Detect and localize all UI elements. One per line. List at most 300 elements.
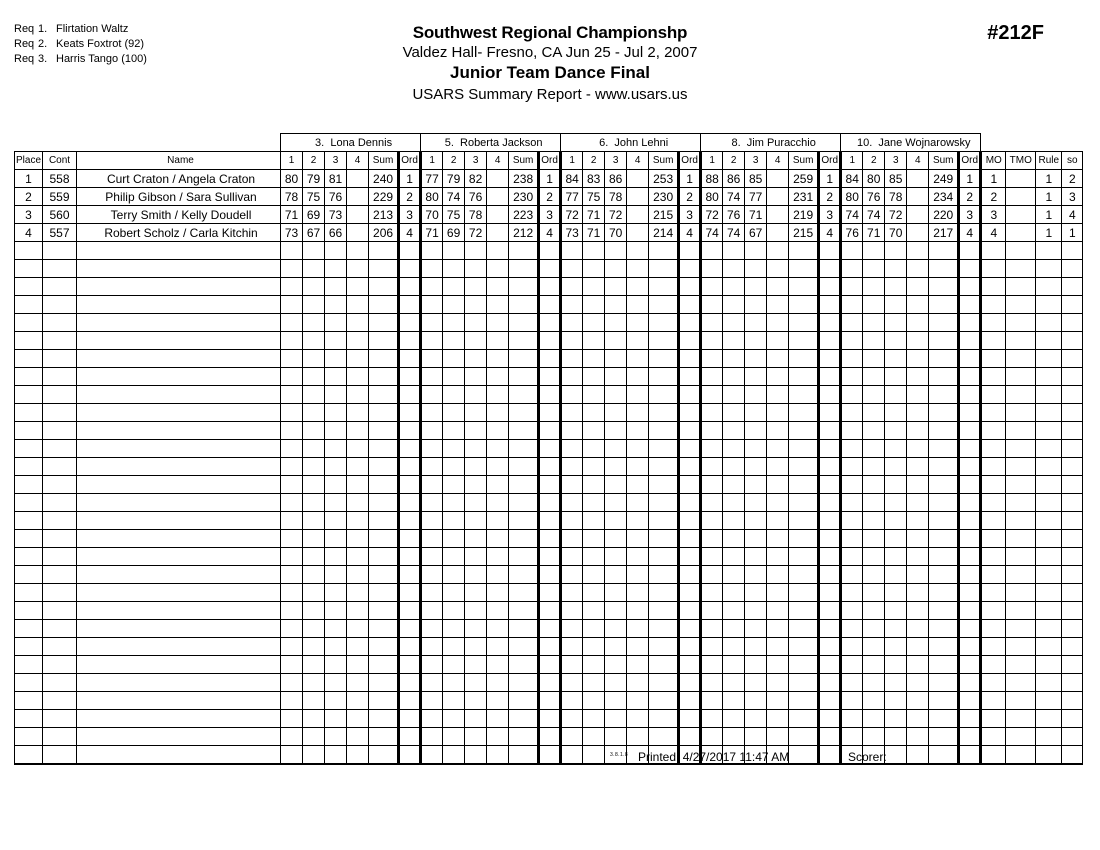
empty-cell xyxy=(583,566,605,584)
empty-cell xyxy=(303,242,325,260)
empty-cell xyxy=(281,512,303,530)
empty-cell xyxy=(1036,566,1062,584)
empty-cell xyxy=(509,602,539,620)
empty-cell xyxy=(605,638,627,656)
empty-cell xyxy=(369,386,399,404)
judge-column-header-4: 4 xyxy=(767,152,789,170)
empty-cell xyxy=(583,332,605,350)
empty-cell xyxy=(43,314,77,332)
empty-cell xyxy=(1036,530,1062,548)
empty-cell xyxy=(627,314,649,332)
empty-cell xyxy=(369,278,399,296)
empty-cell xyxy=(767,584,789,602)
empty-cell xyxy=(863,476,885,494)
table-row[interactable] xyxy=(15,188,1083,206)
empty-cell xyxy=(281,656,303,674)
empty-cell xyxy=(929,314,959,332)
empty-cell xyxy=(723,350,745,368)
empty-cell xyxy=(443,404,465,422)
empty-cell xyxy=(1062,476,1083,494)
empty-cell xyxy=(421,314,443,332)
empty-cell xyxy=(981,548,1006,566)
table-row-empty[interactable] xyxy=(15,494,1083,512)
empty-cell xyxy=(509,638,539,656)
empty-ordinal-cell xyxy=(539,386,561,404)
empty-cell xyxy=(325,602,347,620)
row-judge-score: 74 xyxy=(863,206,885,224)
empty-cell xyxy=(43,692,77,710)
empty-cell xyxy=(281,296,303,314)
row-judge-score xyxy=(767,188,789,206)
table-row-empty[interactable] xyxy=(15,242,1083,260)
empty-cell xyxy=(281,674,303,692)
empty-cell xyxy=(789,404,819,422)
table-row-empty[interactable] xyxy=(15,440,1083,458)
empty-cell xyxy=(929,638,959,656)
empty-cell xyxy=(885,674,907,692)
empty-ordinal-cell xyxy=(819,692,841,710)
row-judge-ordinal: 1 xyxy=(539,170,561,188)
empty-cell xyxy=(281,710,303,728)
judge-column-header-4: 4 xyxy=(487,152,509,170)
empty-ordinal-cell xyxy=(679,440,701,458)
empty-cell xyxy=(907,746,929,765)
table-body xyxy=(15,170,1083,765)
table-row-empty[interactable] xyxy=(15,620,1083,638)
empty-cell xyxy=(15,404,43,422)
empty-cell xyxy=(605,674,627,692)
empty-cell xyxy=(465,530,487,548)
empty-cell xyxy=(421,494,443,512)
empty-cell xyxy=(885,494,907,512)
row-judge-score: 72 xyxy=(885,206,907,224)
empty-cell xyxy=(907,314,929,332)
table-row-empty[interactable] xyxy=(15,314,1083,332)
empty-cell xyxy=(43,458,77,476)
table-row-empty[interactable] xyxy=(15,260,1083,278)
table-row-empty[interactable] xyxy=(15,746,1083,765)
row-contestant-number: 558 xyxy=(43,170,77,188)
empty-cell xyxy=(649,278,679,296)
empty-cell xyxy=(907,566,929,584)
empty-cell xyxy=(1036,728,1062,746)
row-judge-score xyxy=(767,224,789,242)
empty-cell xyxy=(281,422,303,440)
empty-cell xyxy=(981,332,1006,350)
empty-cell xyxy=(303,296,325,314)
empty-cell xyxy=(1006,674,1036,692)
empty-cell xyxy=(767,494,789,512)
empty-cell xyxy=(767,548,789,566)
empty-ordinal-cell xyxy=(679,296,701,314)
empty-cell xyxy=(723,674,745,692)
row-place: 1 xyxy=(15,170,43,188)
row-judge-score: 76 xyxy=(325,188,347,206)
empty-cell xyxy=(1006,620,1036,638)
empty-cell xyxy=(701,710,723,728)
table-row-empty[interactable] xyxy=(15,296,1083,314)
empty-cell xyxy=(841,656,863,674)
row-judge-sum: 238 xyxy=(509,170,539,188)
table-row-empty[interactable] xyxy=(15,404,1083,422)
row-tmo xyxy=(1006,206,1036,224)
empty-cell xyxy=(649,476,679,494)
empty-cell xyxy=(767,512,789,530)
empty-cell xyxy=(561,422,583,440)
table-row-empty[interactable] xyxy=(15,386,1083,404)
table-row-empty[interactable] xyxy=(15,584,1083,602)
empty-cell xyxy=(745,710,767,728)
row-judge-score: 76 xyxy=(863,188,885,206)
empty-cell xyxy=(561,638,583,656)
empty-cell xyxy=(767,566,789,584)
empty-ordinal-cell xyxy=(399,296,421,314)
row-judge-score: 84 xyxy=(561,170,583,188)
empty-cell xyxy=(325,440,347,458)
empty-cell xyxy=(907,548,929,566)
empty-cell xyxy=(509,620,539,638)
table-row-empty[interactable] xyxy=(15,548,1083,566)
empty-cell xyxy=(281,278,303,296)
empty-ordinal-cell xyxy=(819,494,841,512)
empty-cell xyxy=(929,530,959,548)
row-judge-ordinal: 4 xyxy=(399,224,421,242)
empty-ordinal-cell xyxy=(959,728,981,746)
row-judge-score: 70 xyxy=(421,206,443,224)
empty-cell xyxy=(863,710,885,728)
empty-ordinal-cell xyxy=(679,548,701,566)
empty-cell xyxy=(745,350,767,368)
table-row-empty[interactable] xyxy=(15,368,1083,386)
empty-cell xyxy=(863,458,885,476)
empty-ordinal-cell xyxy=(539,278,561,296)
empty-ordinal-cell xyxy=(959,584,981,602)
empty-cell xyxy=(1006,512,1036,530)
row-judge-score: 74 xyxy=(701,224,723,242)
empty-cell xyxy=(1062,656,1083,674)
judge-column-header-ord: Ord xyxy=(539,152,561,170)
judge-number: 10. xyxy=(856,136,873,149)
empty-cell xyxy=(649,710,679,728)
empty-cell xyxy=(465,692,487,710)
row-place: 3 xyxy=(15,206,43,224)
empty-ordinal-cell xyxy=(959,458,981,476)
empty-cell xyxy=(789,530,819,548)
empty-cell xyxy=(745,278,767,296)
empty-ordinal-cell xyxy=(819,512,841,530)
empty-cell xyxy=(605,368,627,386)
row-so: 1 xyxy=(1062,224,1083,242)
empty-cell xyxy=(649,332,679,350)
table-row-empty[interactable] xyxy=(15,674,1083,692)
row-judge-score xyxy=(627,206,649,224)
table-row-empty[interactable] xyxy=(15,656,1083,674)
empty-cell xyxy=(303,476,325,494)
table-row-empty[interactable] xyxy=(15,332,1083,350)
empty-cell xyxy=(789,296,819,314)
empty-cell xyxy=(627,476,649,494)
empty-ordinal-cell xyxy=(539,530,561,548)
empty-cell xyxy=(15,278,43,296)
table-row-empty[interactable] xyxy=(15,422,1083,440)
empty-ordinal-cell xyxy=(959,404,981,422)
empty-cell xyxy=(1062,242,1083,260)
table-row-empty[interactable] xyxy=(15,530,1083,548)
row-judge-score: 72 xyxy=(561,206,583,224)
empty-cell xyxy=(303,692,325,710)
empty-cell xyxy=(281,530,303,548)
empty-cell xyxy=(649,566,679,584)
empty-cell xyxy=(77,584,281,602)
empty-ordinal-cell xyxy=(819,440,841,458)
empty-cell xyxy=(1062,746,1083,765)
empty-cell xyxy=(1036,422,1062,440)
row-judge-score: 76 xyxy=(841,224,863,242)
empty-cell xyxy=(1006,656,1036,674)
empty-cell xyxy=(767,638,789,656)
empty-cell xyxy=(369,584,399,602)
table-row-empty[interactable] xyxy=(15,566,1083,584)
empty-ordinal-cell xyxy=(819,728,841,746)
empty-cell xyxy=(627,530,649,548)
empty-ordinal-cell xyxy=(959,638,981,656)
empty-cell xyxy=(281,458,303,476)
empty-cell xyxy=(281,692,303,710)
empty-cell xyxy=(1036,584,1062,602)
empty-cell xyxy=(981,710,1006,728)
row-judge-score: 78 xyxy=(465,206,487,224)
table-row-empty[interactable] xyxy=(15,692,1083,710)
judge-column-header-4: 4 xyxy=(627,152,649,170)
empty-cell xyxy=(863,728,885,746)
empty-cell xyxy=(325,728,347,746)
empty-ordinal-cell xyxy=(679,368,701,386)
empty-cell xyxy=(841,422,863,440)
empty-cell xyxy=(1036,656,1062,674)
table-row-empty[interactable] xyxy=(15,458,1083,476)
row-judge-score: 84 xyxy=(841,170,863,188)
empty-cell xyxy=(369,548,399,566)
report-title-block xyxy=(0,22,1100,105)
empty-cell xyxy=(421,458,443,476)
empty-cell xyxy=(789,512,819,530)
empty-cell xyxy=(421,476,443,494)
empty-ordinal-cell xyxy=(539,458,561,476)
requirement-number: 2. xyxy=(38,38,48,50)
empty-cell xyxy=(281,620,303,638)
empty-ordinal-cell xyxy=(819,404,841,422)
judge-number: 6. xyxy=(599,136,609,149)
empty-cell xyxy=(583,278,605,296)
empty-cell xyxy=(561,476,583,494)
empty-cell xyxy=(1036,494,1062,512)
empty-cell xyxy=(369,620,399,638)
empty-cell xyxy=(561,404,583,422)
empty-ordinal-cell xyxy=(959,656,981,674)
empty-cell xyxy=(1062,296,1083,314)
table-row-empty[interactable] xyxy=(15,476,1083,494)
empty-cell xyxy=(907,638,929,656)
table-row-empty[interactable] xyxy=(15,350,1083,368)
empty-cell xyxy=(77,458,281,476)
empty-cell xyxy=(43,638,77,656)
table-row-empty[interactable] xyxy=(15,728,1083,746)
empty-ordinal-cell xyxy=(539,728,561,746)
empty-cell xyxy=(561,260,583,278)
table-row[interactable] xyxy=(15,170,1083,188)
empty-ordinal-cell xyxy=(679,386,701,404)
empty-cell xyxy=(723,404,745,422)
judge-column-header-3: 3 xyxy=(605,152,627,170)
empty-ordinal-cell xyxy=(539,422,561,440)
empty-cell xyxy=(841,476,863,494)
row-judge-score: 71 xyxy=(745,206,767,224)
empty-cell xyxy=(561,368,583,386)
empty-cell xyxy=(561,746,583,765)
empty-cell xyxy=(561,350,583,368)
row-judge-score: 80 xyxy=(863,170,885,188)
empty-cell xyxy=(77,494,281,512)
empty-ordinal-cell xyxy=(679,728,701,746)
empty-cell xyxy=(583,368,605,386)
table-row[interactable] xyxy=(15,224,1083,242)
empty-cell xyxy=(509,368,539,386)
empty-cell xyxy=(465,638,487,656)
table-row-empty[interactable] xyxy=(15,638,1083,656)
empty-cell xyxy=(77,296,281,314)
empty-cell xyxy=(583,260,605,278)
empty-cell xyxy=(907,530,929,548)
empty-cell xyxy=(583,440,605,458)
empty-ordinal-cell xyxy=(539,746,561,765)
row-judge-score: 80 xyxy=(841,188,863,206)
row-judge-score: 76 xyxy=(465,188,487,206)
empty-cell xyxy=(767,476,789,494)
empty-cell xyxy=(907,656,929,674)
empty-cell xyxy=(1036,620,1062,638)
empty-cell xyxy=(15,584,43,602)
empty-cell xyxy=(723,278,745,296)
row-judge-score xyxy=(907,188,929,206)
empty-cell xyxy=(723,638,745,656)
empty-cell xyxy=(745,494,767,512)
empty-cell xyxy=(347,242,369,260)
table-row-empty[interactable] xyxy=(15,710,1083,728)
empty-cell xyxy=(863,242,885,260)
empty-cell xyxy=(421,350,443,368)
empty-cell xyxy=(1062,458,1083,476)
empty-cell xyxy=(745,368,767,386)
empty-ordinal-cell xyxy=(399,332,421,350)
empty-cell xyxy=(885,728,907,746)
empty-cell xyxy=(723,242,745,260)
row-judge-sum: 213 xyxy=(369,206,399,224)
empty-cell xyxy=(841,602,863,620)
empty-cell xyxy=(303,746,325,765)
row-judge-score: 70 xyxy=(885,224,907,242)
empty-cell xyxy=(907,692,929,710)
empty-cell xyxy=(509,746,539,765)
empty-cell xyxy=(929,260,959,278)
row-judge-score: 66 xyxy=(325,224,347,242)
row-judge-score: 80 xyxy=(281,170,303,188)
empty-cell xyxy=(885,458,907,476)
empty-cell xyxy=(487,404,509,422)
empty-cell xyxy=(509,692,539,710)
empty-cell xyxy=(605,710,627,728)
empty-cell xyxy=(281,566,303,584)
empty-cell xyxy=(1006,548,1036,566)
empty-cell xyxy=(767,242,789,260)
judge-column-header-ord: Ord xyxy=(679,152,701,170)
empty-cell xyxy=(1036,710,1062,728)
empty-ordinal-cell xyxy=(679,458,701,476)
table-row-empty[interactable] xyxy=(15,602,1083,620)
empty-cell xyxy=(369,512,399,530)
empty-cell xyxy=(767,386,789,404)
empty-cell xyxy=(605,692,627,710)
table-row-empty[interactable] xyxy=(15,512,1083,530)
empty-cell xyxy=(15,260,43,278)
empty-cell xyxy=(561,296,583,314)
empty-cell xyxy=(487,440,509,458)
empty-cell xyxy=(509,512,539,530)
row-judge-score xyxy=(487,206,509,224)
empty-cell xyxy=(509,566,539,584)
empty-ordinal-cell xyxy=(539,350,561,368)
empty-cell xyxy=(303,440,325,458)
empty-cell xyxy=(443,260,465,278)
empty-cell xyxy=(465,710,487,728)
empty-cell xyxy=(649,386,679,404)
row-judge-ordinal: 1 xyxy=(679,170,701,188)
empty-ordinal-cell xyxy=(399,260,421,278)
empty-ordinal-cell xyxy=(819,530,841,548)
empty-cell xyxy=(303,332,325,350)
empty-cell xyxy=(605,458,627,476)
empty-cell xyxy=(907,458,929,476)
empty-cell xyxy=(43,350,77,368)
empty-cell xyxy=(303,350,325,368)
judge-column-header-1: 1 xyxy=(421,152,443,170)
requirement-tag: Req xyxy=(14,23,35,35)
empty-cell xyxy=(325,386,347,404)
table-row-empty[interactable] xyxy=(15,278,1083,296)
empty-cell xyxy=(465,404,487,422)
empty-cell xyxy=(723,656,745,674)
empty-cell xyxy=(701,440,723,458)
empty-cell xyxy=(701,260,723,278)
empty-cell xyxy=(509,242,539,260)
empty-ordinal-cell xyxy=(679,494,701,512)
table-row[interactable] xyxy=(15,206,1083,224)
empty-cell xyxy=(649,548,679,566)
empty-ordinal-cell xyxy=(679,476,701,494)
row-so: 2 xyxy=(1062,170,1083,188)
empty-cell xyxy=(789,674,819,692)
empty-cell xyxy=(745,548,767,566)
empty-cell xyxy=(649,728,679,746)
empty-cell xyxy=(767,404,789,422)
empty-cell xyxy=(281,242,303,260)
row-rule: 1 xyxy=(1036,170,1062,188)
empty-cell xyxy=(421,422,443,440)
empty-cell xyxy=(863,404,885,422)
requirement-text: Harris Tango (100) xyxy=(56,53,147,65)
empty-cell xyxy=(583,242,605,260)
empty-cell xyxy=(723,620,745,638)
empty-cell xyxy=(369,458,399,476)
